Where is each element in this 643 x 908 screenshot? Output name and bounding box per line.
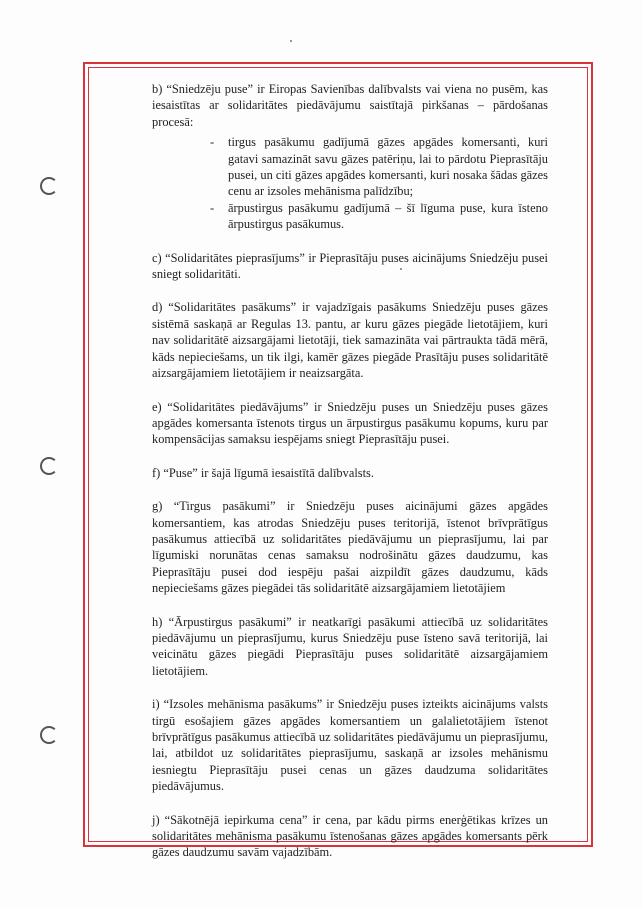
definition-j: j) “Sākotnējā iepirkuma cena” ir cena, par kādu pirms enerģētikas krīzes un solidaritātes mehānisma pasākumu īstenošanas gāzes apgādes komersants pērk gāzes daudzumu savām vajadzībām. xyxy=(152,812,548,860)
scan-speck xyxy=(290,40,292,42)
list-item xyxy=(152,134,548,200)
definition-e: e) “Solidaritātes piedāvājums” ir Sniedzēju puses un Sniedzēju puses gāzes apgādes komersanta īstenots tirgus un ārpustirgus pasākumu kopums, kuru par kompensācijas samaksu iespējams sniegt Pieprasītāju pusei. xyxy=(152,399,548,447)
definition-h: h) “Ārpustirgus pasākumi” ir neatkarīgi pasākumi attiecībā uz solidaritātes piedāvājumu un pieprasījumu, kurus Sniedzēju puse īsteno savā teritorijā, lai veicinātu gāzes piegādi Pieprasītāju puses solidaritātē aizsargājamiem lietotājiem. xyxy=(152,614,548,678)
definitions-body xyxy=(152,81,548,878)
definition-g: g) “Tirgus pasākumi” ir Sniedzēju puses aicinājumi gāzes apgādes komersantiem, kas atrodas Sniedzēju puses teritorijā, īstenot brīvprātīgus pasākumus attiecībā uz solidaritātes piedāvājumu un pieprasījumu, lai par līgumiski norunātas cenas samaksu nodrošinātu gāzes daudzumu, kas Pieprasītāju pusei dod iespēju pašai aizpildīt gāzes daudzumu, kāds nepieciešams gāzes piegādei tās solidaritātē aizsargājamiem lietotājiem xyxy=(152,499,548,596)
punch-hole-icon xyxy=(40,726,58,744)
definition-b xyxy=(152,81,548,233)
bullet-text: tirgus pasākumu gadījumā gāzes apgādes komersanti, kuri gatavi samazināt savu gāzes patēriņu, lai to pārdotu Pieprasītāju pusei, un citi gāzes apgādes komersanti, kuri nosaka šādas gāzes cenu ar izsoles mehānisma palīdzību; xyxy=(228,135,548,199)
dash-bullet-icon: - xyxy=(210,135,215,150)
dash-bullet-icon: - xyxy=(210,200,215,215)
punch-hole-icon xyxy=(40,457,58,475)
definition-d: d) “Solidaritātes pasākums” ir vajadzīgais pasākums Sniedzēju puses gāzes sistēmā saskaņā ar Regulas 13. pantu, ar kuru gāzes piegāde lietotājiem, kuri nav solidaritātē aizsargājami lietotāji, tiek samazināta vai pārtraukta tādā mērā, kāds nepieciešams, un tik ilgi, kamēr gāzes piegāde Prasītāju puses solidaritātē aizsargājamiem lietotājiem ir neaizsargāta. xyxy=(152,300,548,381)
definition-b-intro: b) “Sniedzēju puse” ir Eiropas Savienības dalībvalsts vai viena no pusēm, kas iesaistītas ar solidaritātes piedāvājumu saistītajā pirkšanas – pārdošanas procesā: xyxy=(152,82,548,129)
definition-i: i) “Izsoles mehānisma pasākums” ir Sniedzēju puses izteikts aicinājums valsts tirgū esošajiem gāzes apgādes komersantiem un galalietotājiem īstenot brīvprātīgus pasākumus attiecībā uz solidaritātes piedāvājumu un pieprasījumu, lai, atbildot uz solidaritātes pieprasījumu, saskaņā ar izsoles mehānismu iesniegtu Pieprasītāju pusei cenas un gāzes daudzuma solidaritātes piedāvājumus. xyxy=(152,697,548,794)
definition-c: c) “Solidaritātes pieprasījums” ir Pieprasītāju puses aicinājums Sniedzēju pusei sniegt solidaritāti. xyxy=(152,250,548,282)
list-item xyxy=(152,200,548,233)
definition-b-bullets xyxy=(152,134,548,232)
definition-f: f) “Puse” ir šajā līgumā iesaistītā dalībvalsts. xyxy=(152,465,374,480)
bullet-text: ārpustirgus pasākumu gadījumā – šī līguma puse, kura īsteno ārpustirgus pasākumus. xyxy=(228,200,548,232)
punch-hole-icon xyxy=(40,177,58,195)
